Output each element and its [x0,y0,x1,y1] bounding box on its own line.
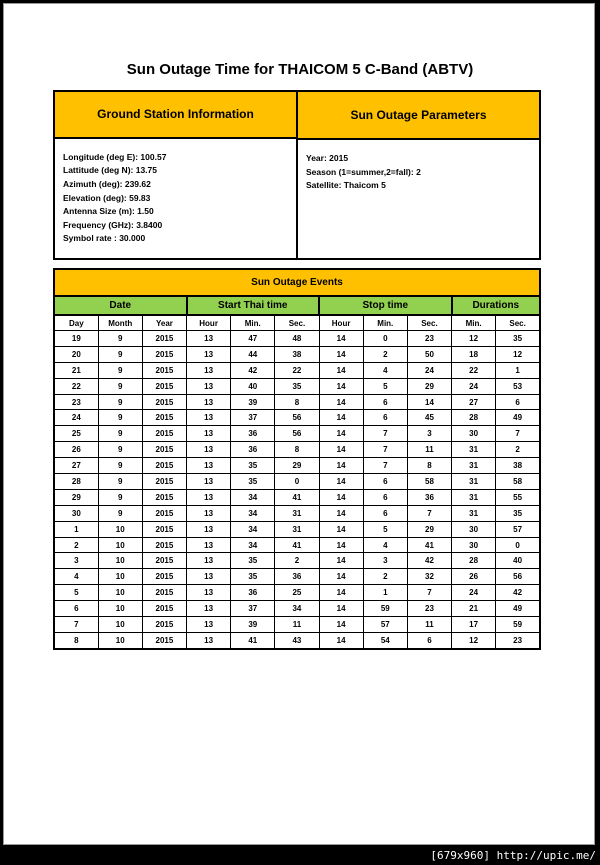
parameters-header: Sun Outage Parameters [298,92,539,140]
events-table [53,268,541,650]
table-cell: 8 [275,394,319,410]
table-cell: 36 [231,426,275,442]
table-cell: 14 [319,489,363,505]
table-cell: 50 [407,346,451,362]
table-cell: 2015 [142,505,186,521]
table-cell: 18 [452,346,496,362]
table-cell: 10 [98,585,142,601]
table-cell: 14 [407,394,451,410]
info-line: Elevation (deg): 59.83 [63,192,151,203]
table-cell: 10 [98,537,142,553]
table-cell: 31 [275,505,319,521]
table-cell: 2015 [142,553,186,569]
table-row [54,474,540,490]
table-cell: 22 [275,362,319,378]
table-cell: 21 [54,362,98,378]
table-cell: 42 [496,585,540,601]
table-row [54,394,540,410]
column-header: Min. [363,315,407,331]
table-cell: 10 [98,569,142,585]
table-cell: 9 [98,362,142,378]
table-cell: 23 [54,394,98,410]
param-line: Season (1=summer,2=fall): 2 [306,166,421,177]
table-cell: 10 [98,601,142,617]
table-cell: 28 [54,474,98,490]
table-cell: 39 [231,617,275,633]
table-cell: 14 [319,362,363,378]
table-cell: 57 [496,521,540,537]
table-cell: 41 [407,537,451,553]
table-cell: 13 [187,569,231,585]
table-cell: 14 [319,442,363,458]
table-cell: 2015 [142,346,186,362]
ground-station-header: Ground Station Information [55,92,296,139]
table-cell: 59 [363,601,407,617]
table-cell: 29 [275,458,319,474]
table-cell: 0 [496,537,540,553]
table-cell: 37 [231,601,275,617]
table-cell: 31 [452,442,496,458]
table-cell: 14 [319,426,363,442]
table-cell: 9 [98,458,142,474]
table-cell: 11 [407,617,451,633]
table-cell: 2015 [142,617,186,633]
table-cell: 57 [363,617,407,633]
table-cell: 35 [275,378,319,394]
table-row [54,521,540,537]
table-cell: 6 [363,489,407,505]
table-cell: 20 [54,346,98,362]
table-cell: 39 [231,394,275,410]
group-header-date: Date [54,296,187,315]
table-cell: 3 [54,553,98,569]
column-header: Year [142,315,186,331]
column-header: Sec. [407,315,451,331]
table-cell: 35 [231,458,275,474]
table-cell: 7 [496,426,540,442]
table-cell: 27 [54,458,98,474]
table-cell: 2015 [142,331,186,347]
table-cell: 30 [452,537,496,553]
table-cell: 13 [187,505,231,521]
group-header-stop: Stop time [319,296,452,315]
table-cell: 2015 [142,426,186,442]
table-cell: 34 [231,489,275,505]
table-cell: 34 [275,601,319,617]
table-cell: 55 [496,489,540,505]
table-cell: 2 [275,553,319,569]
table-cell: 23 [407,601,451,617]
table-cell: 13 [187,458,231,474]
table-cell: 54 [363,632,407,648]
table-row [54,362,540,378]
table-cell: 4 [363,537,407,553]
table-cell: 34 [231,537,275,553]
table-cell: 36 [275,569,319,585]
table-cell: 10 [98,632,142,648]
table-row [54,537,540,553]
table-cell: 10 [98,521,142,537]
table-cell: 36 [231,442,275,458]
table-cell: 40 [496,553,540,569]
table-cell: 13 [187,489,231,505]
table-cell: 56 [275,426,319,442]
table-cell: 47 [231,331,275,347]
table-cell: 34 [231,521,275,537]
table-cell: 5 [54,585,98,601]
table-cell: 4 [363,362,407,378]
table-cell: 14 [319,394,363,410]
table-cell: 2 [54,537,98,553]
column-header: Min. [452,315,496,331]
table-cell: 59 [496,617,540,633]
table-cell: 30 [54,505,98,521]
table-cell: 25 [54,426,98,442]
table-cell: 30 [452,521,496,537]
info-line: Lattitude (deg N): 13.75 [63,165,157,176]
table-cell: 14 [319,553,363,569]
table-cell: 41 [231,632,275,648]
table-cell: 28 [452,553,496,569]
group-header-durations: Durations [452,296,540,315]
parameters-section [296,92,539,258]
table-cell: 13 [187,617,231,633]
table-cell: 14 [319,601,363,617]
table-cell: 2015 [142,632,186,648]
table-cell: 2015 [142,394,186,410]
table-cell: 24 [54,410,98,426]
info-panel [53,90,541,260]
table-cell: 13 [187,378,231,394]
table-cell: 11 [407,442,451,458]
table-row [54,426,540,442]
table-cell: 2 [363,346,407,362]
table-cell: 1 [54,521,98,537]
info-line: Antenna Size (m): 1.50 [63,206,154,217]
table-cell: 24 [452,585,496,601]
table-cell: 6 [496,394,540,410]
table-cell: 35 [496,331,540,347]
page-title: Sun Outage Time for THAICOM 5 C-Band (ABTV) [126,61,474,78]
table-cell: 3 [407,426,451,442]
table-cell: 14 [319,617,363,633]
table-cell: 56 [275,410,319,426]
table-cell: 2 [496,442,540,458]
table-cell: 3 [363,553,407,569]
table-cell: 35 [231,553,275,569]
table-cell: 2015 [142,537,186,553]
table-cell: 9 [98,331,142,347]
table-cell: 0 [363,331,407,347]
table-cell: 10 [98,553,142,569]
table-cell: 6 [407,632,451,648]
table-cell: 36 [407,489,451,505]
table-cell: 32 [407,569,451,585]
table-cell: 12 [496,346,540,362]
table-cell: 41 [275,537,319,553]
table-cell: 24 [452,378,496,394]
table-cell: 14 [319,505,363,521]
table-cell: 2015 [142,489,186,505]
table-cell: 29 [407,521,451,537]
table-row [54,489,540,505]
table-cell: 12 [452,331,496,347]
table-cell: 5 [363,521,407,537]
table-row [54,458,540,474]
table-cell: 23 [496,632,540,648]
table-cell: 9 [98,410,142,426]
table-cell: 24 [407,362,451,378]
table-cell: 13 [187,346,231,362]
table-cell: 10 [98,617,142,633]
table-cell: 1 [496,362,540,378]
table-cell: 29 [407,378,451,394]
table-cell: 42 [231,362,275,378]
table-cell: 7 [363,442,407,458]
group-header-start: Start Thai time [187,296,320,315]
table-cell: 31 [452,489,496,505]
table-cell: 31 [275,521,319,537]
table-cell: 35 [231,569,275,585]
table-cell: 6 [54,601,98,617]
table-cell: 14 [319,569,363,585]
table-cell: 49 [496,601,540,617]
table-cell: 38 [275,346,319,362]
table-cell: 29 [54,489,98,505]
table-cell: 8 [275,442,319,458]
table-cell: 4 [54,569,98,585]
table-cell: 2015 [142,521,186,537]
table-cell: 13 [187,426,231,442]
table-cell: 19 [54,331,98,347]
table-row [54,585,540,601]
table-row [54,553,540,569]
table-cell: 31 [452,458,496,474]
table-cell: 9 [98,505,142,521]
table-cell: 13 [187,537,231,553]
table-cell: 31 [452,505,496,521]
table-cell: 6 [363,394,407,410]
table-cell: 13 [187,553,231,569]
events-title: Sun Outage Events [54,269,540,296]
image-host-caption: [679x960] http://upic.me/ [430,849,596,862]
table-cell: 13 [187,585,231,601]
table-cell: 14 [319,346,363,362]
table-cell: 42 [407,553,451,569]
param-line: Year: 2015 [306,153,349,163]
table-cell: 37 [231,410,275,426]
table-cell: 9 [98,442,142,458]
table-cell: 13 [187,474,231,490]
table-cell: 13 [187,632,231,648]
info-line: Frequency (GHz): 3.8400 [63,219,163,230]
table-cell: 14 [319,378,363,394]
table-cell: 23 [407,331,451,347]
table-cell: 13 [187,362,231,378]
parameters-body [298,140,539,205]
table-cell: 7 [407,505,451,521]
table-cell: 0 [275,474,319,490]
info-line: Azimuth (deg): 239.62 [63,179,151,190]
table-cell: 53 [496,378,540,394]
table-row [54,617,540,633]
table-cell: 36 [231,585,275,601]
table-cell: 2015 [142,378,186,394]
table-cell: 7 [54,617,98,633]
table-cell: 56 [496,569,540,585]
info-line: Longitude (deg E): 100.57 [63,151,167,162]
table-cell: 13 [187,521,231,537]
table-cell: 48 [275,331,319,347]
column-header: Hour [319,315,363,331]
table-cell: 8 [54,632,98,648]
table-cell: 7 [363,458,407,474]
column-header: Sec. [496,315,540,331]
table-cell: 2015 [142,458,186,474]
info-line: Symbol rate : 30.000 [63,233,146,244]
table-cell: 14 [319,521,363,537]
table-cell: 2015 [142,569,186,585]
table-cell: 26 [452,569,496,585]
table-row [54,410,540,426]
table-cell: 13 [187,410,231,426]
table-cell: 2015 [142,601,186,617]
table-cell: 12 [452,632,496,648]
column-header: Hour [187,315,231,331]
ground-station-section [55,92,296,258]
table-cell: 6 [363,505,407,521]
table-cell: 22 [452,362,496,378]
table-cell: 34 [231,505,275,521]
table-cell: 28 [452,410,496,426]
table-cell: 21 [452,601,496,617]
table-cell: 8 [407,458,451,474]
table-cell: 27 [452,394,496,410]
table-row [54,505,540,521]
table-cell: 14 [319,632,363,648]
table-row [54,378,540,394]
table-cell: 25 [275,585,319,601]
column-header: Sec. [275,315,319,331]
table-cell: 30 [452,426,496,442]
document-page [3,3,595,845]
table-cell: 9 [98,474,142,490]
table-cell: 7 [363,426,407,442]
table-cell: 6 [363,474,407,490]
table-cell: 9 [98,394,142,410]
table-row [54,331,540,347]
table-cell: 45 [407,410,451,426]
table-cell: 2015 [142,410,186,426]
table-cell: 14 [319,458,363,474]
table-cell: 58 [407,474,451,490]
table-cell: 2015 [142,474,186,490]
table-cell: 14 [319,585,363,601]
table-cell: 1 [363,585,407,601]
table-cell: 49 [496,410,540,426]
table-cell: 13 [187,601,231,617]
table-cell: 9 [98,346,142,362]
table-row [54,601,540,617]
table-cell: 14 [319,410,363,426]
ground-station-body [55,139,296,258]
table-cell: 6 [363,410,407,426]
param-line: Satellite: Thaicom 5 [306,180,386,191]
column-header: Month [98,315,142,331]
table-cell: 7 [407,585,451,601]
table-row [54,632,540,648]
table-cell: 41 [275,489,319,505]
table-cell: 2015 [142,442,186,458]
table-row [54,346,540,362]
table-cell: 13 [187,442,231,458]
table-cell: 13 [187,331,231,347]
table-row [54,569,540,585]
table-cell: 13 [187,394,231,410]
column-header: Day [54,315,98,331]
table-cell: 2 [363,569,407,585]
column-header: Min. [231,315,275,331]
table-cell: 17 [452,617,496,633]
table-cell: 31 [452,474,496,490]
table-cell: 11 [275,617,319,633]
table-cell: 43 [275,632,319,648]
table-cell: 9 [98,489,142,505]
table-cell: 22 [54,378,98,394]
table-cell: 40 [231,378,275,394]
table-cell: 2015 [142,362,186,378]
table-cell: 38 [496,458,540,474]
table-cell: 14 [319,537,363,553]
table-cell: 35 [496,505,540,521]
table-cell: 58 [496,474,540,490]
table-row [54,442,540,458]
table-cell: 9 [98,426,142,442]
table-cell: 35 [231,474,275,490]
table-cell: 2015 [142,585,186,601]
table-cell: 5 [363,378,407,394]
table-cell: 44 [231,346,275,362]
table-cell: 26 [54,442,98,458]
table-cell: 14 [319,474,363,490]
table-cell: 9 [98,378,142,394]
table-cell: 14 [319,331,363,347]
